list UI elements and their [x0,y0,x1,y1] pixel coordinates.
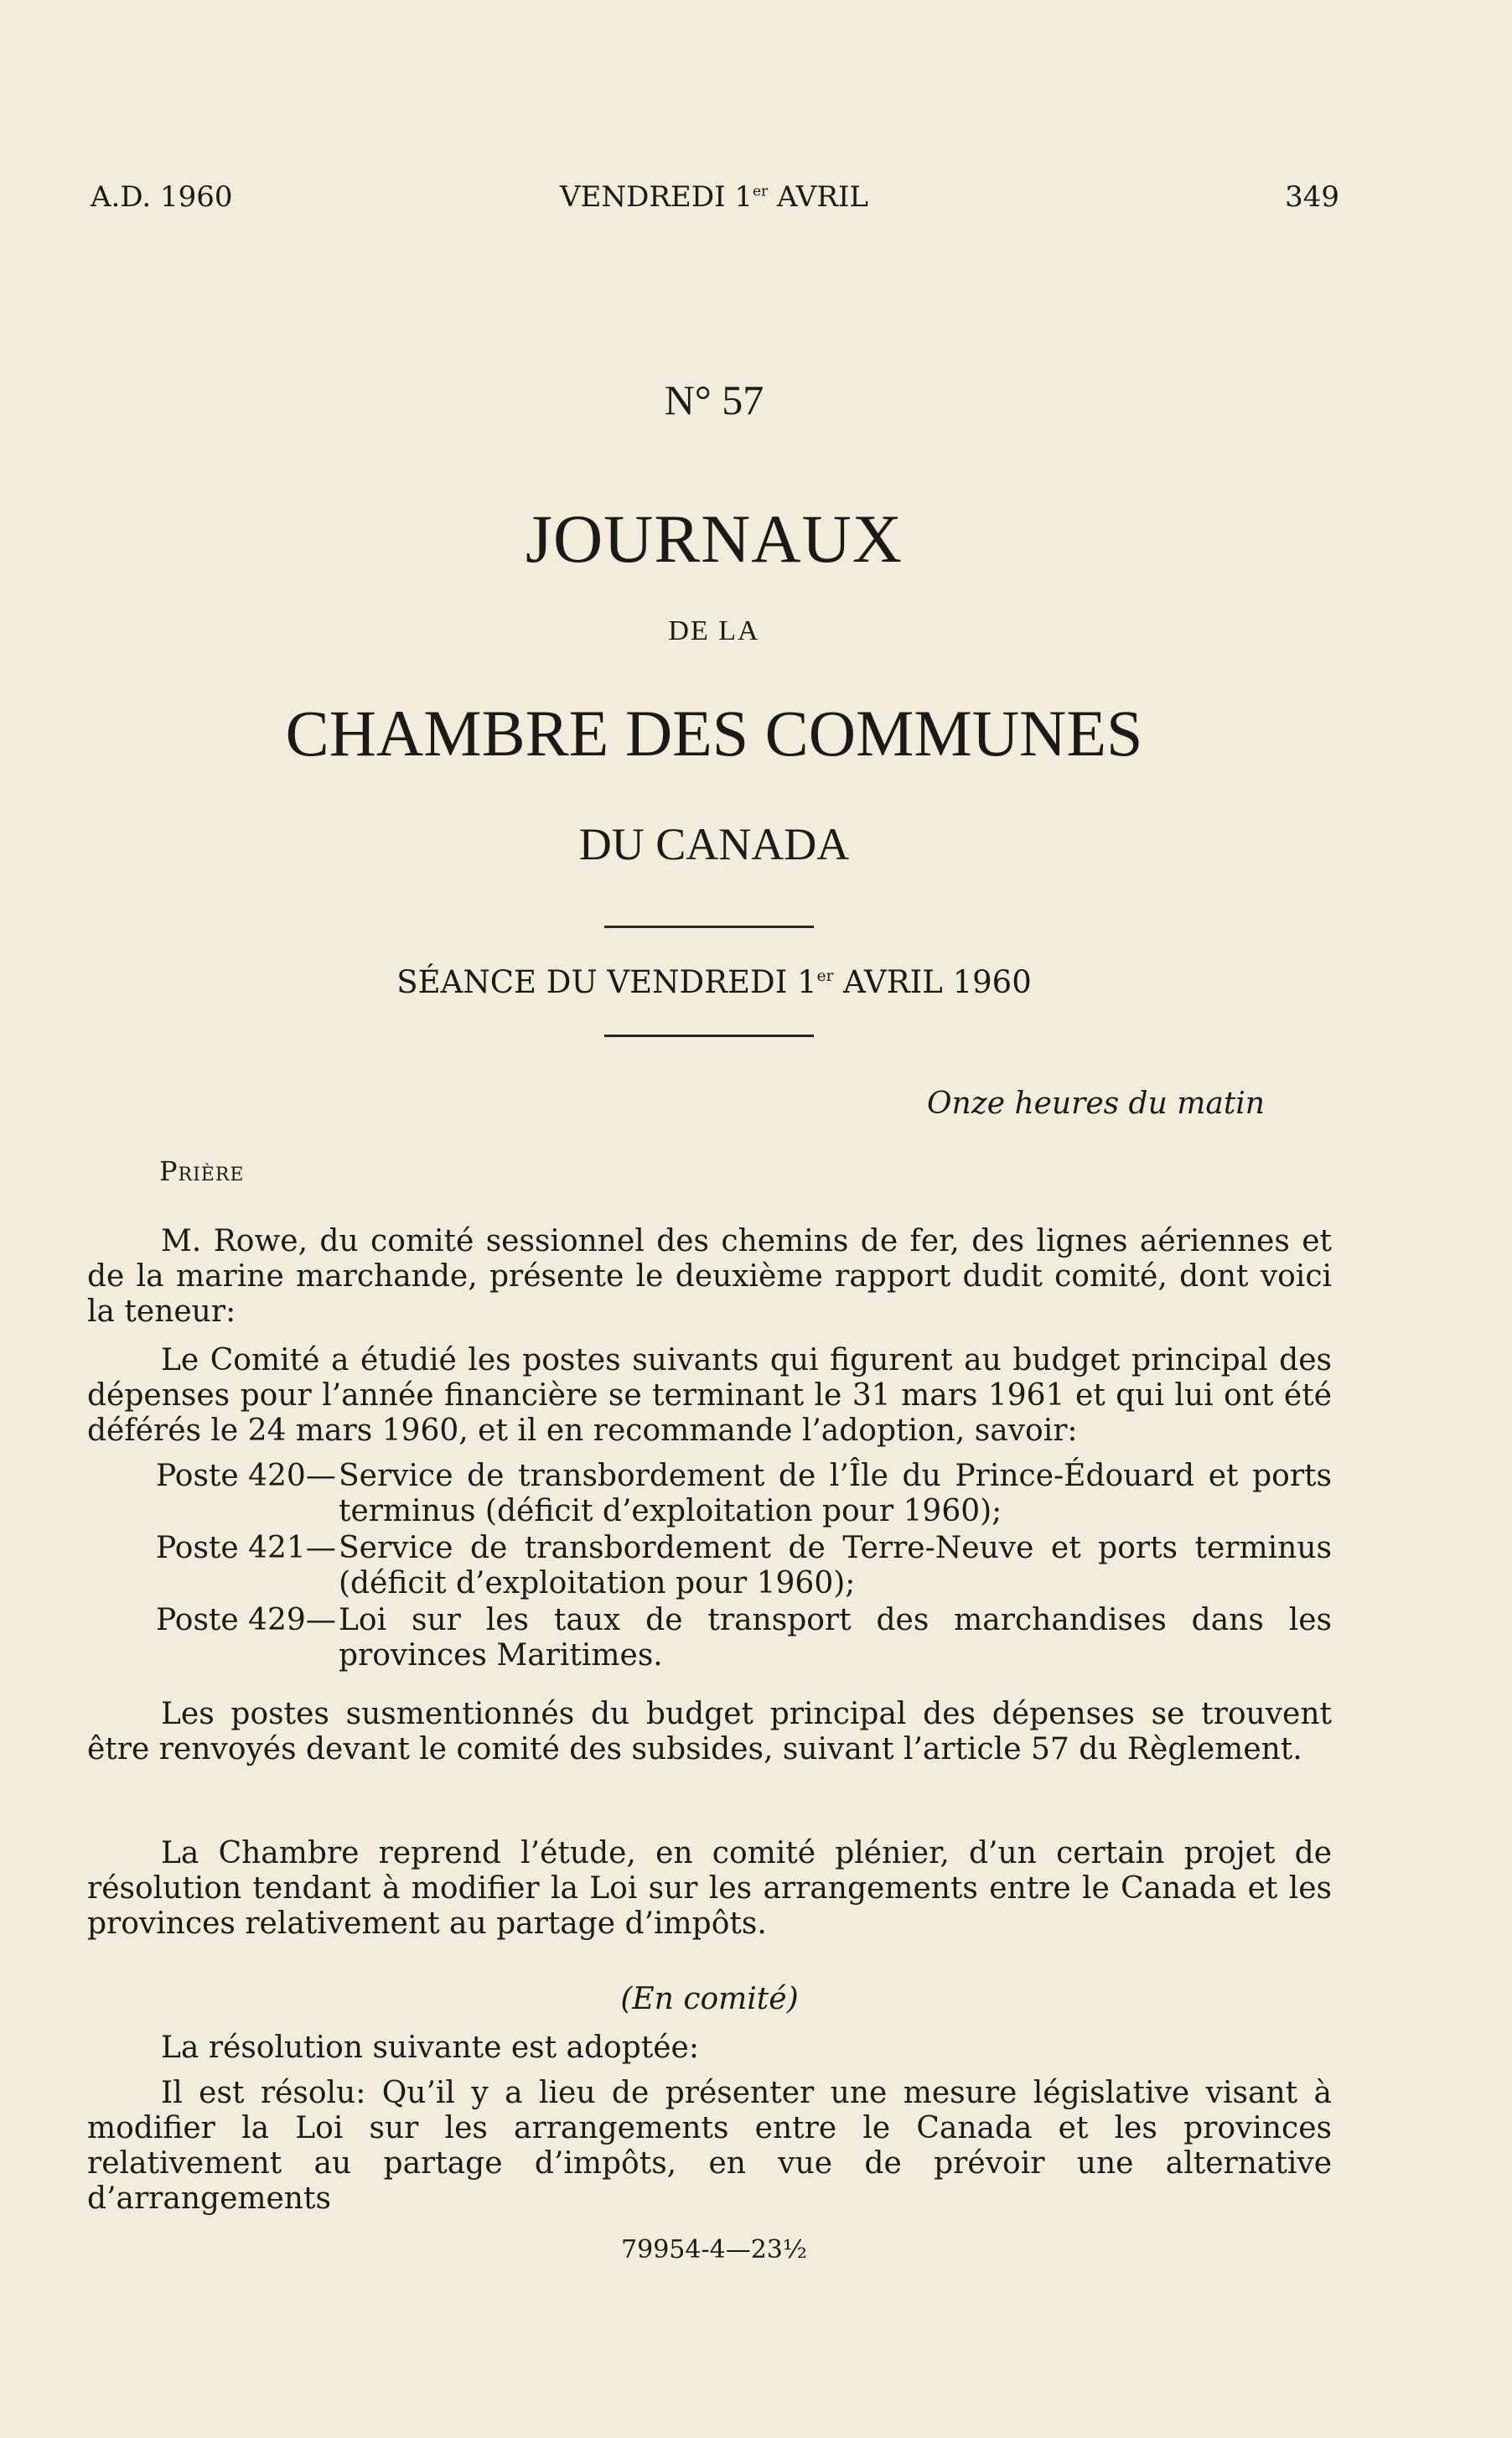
poste-text: Service de transbordement de l’Île du Prince-Édouard et ports terminus (déficit d’exploitation pour 1960); [339,1459,1332,1528]
list-item-poste-429 [156,1603,1332,1673]
journal-title: JOURNAUX [526,501,903,577]
country-title: DU CANADA [578,819,850,869]
list-item-poste-421 [156,1531,1332,1601]
print-code: 79954-4—23½ [621,2235,807,2264]
poste-label: Poste 421— [156,1531,336,1565]
chamber-title: CHAMBRE DES COMMUNES [285,697,1143,770]
poste-label: Poste 420— [156,1459,336,1493]
issue-number: N° 57 [664,376,764,423]
committee-heading: (En comité) [620,1982,799,2016]
page-number: 349 [1285,180,1339,214]
section-heading: Prière [159,1155,245,1187]
poste-label: Poste 429— [156,1603,336,1637]
paragraph-resolution: Il est résolu: Qu’il y a lieu de présenter une mesure législative visant à modifier la Loi sur les arrangements entre le Canada et les provinces relativement au partage d’impôts, en vue de prévoir une alternative d’arrangements [87,2076,1332,2216]
sitting-date: SÉANCE DU VENDREDI 1er AVRIL 1960 [396,964,1032,1000]
paragraph-report: M. Rowe, du comité sessionnel des chemins de fer, des lignes aériennes et de la marine marchande, présente le deuxième rapport dudit comité, dont voici la teneur: [87,1224,1332,1329]
paragraph-resumption: La Chambre reprend l’étude, en comité plénier, d’un certain projet de résolution tendant à modifier la Loi sur les arrangements entre le Canada et les provinces relativement au partage d’impôts. [87,1836,1332,1941]
poste-text: Service de transbordement de Terre-Neuve et ports terminus (déficit d’exploitation pour 1960); [339,1531,1332,1600]
header-date: VENDREDI 1er AVRIL [560,180,868,214]
title-connector: DE LA [668,615,760,646]
header-year: A.D. 1960 [91,180,233,214]
paragraph-committee: Le Comité a étudié les postes suivants qui figurent au budget principal des dépenses pour l’année financière se terminant le 31 mars 1961 et qui lui ont été déférés le 24 mars 1960, et il en recommande l’adoption, savoir: [87,1343,1332,1448]
list-item-poste-420 [156,1459,1332,1529]
poste-text: Loi sur les taux de transport des marchandises dans les provinces Maritimes. [339,1603,1332,1673]
title-divider-bottom [604,1035,814,1037]
title-divider-top [604,926,814,928]
paragraph-adoption: La résolution suivante est adoptée: [161,2031,699,2065]
paragraph-referral: Les postes susmentionnés du budget principal des dépenses se trouvent être renvoyés devant le comité des subsides, suivant l’article 57 du Règlement. [87,1697,1332,1766]
sitting-time: Onze heures du matin [927,1087,1265,1121]
